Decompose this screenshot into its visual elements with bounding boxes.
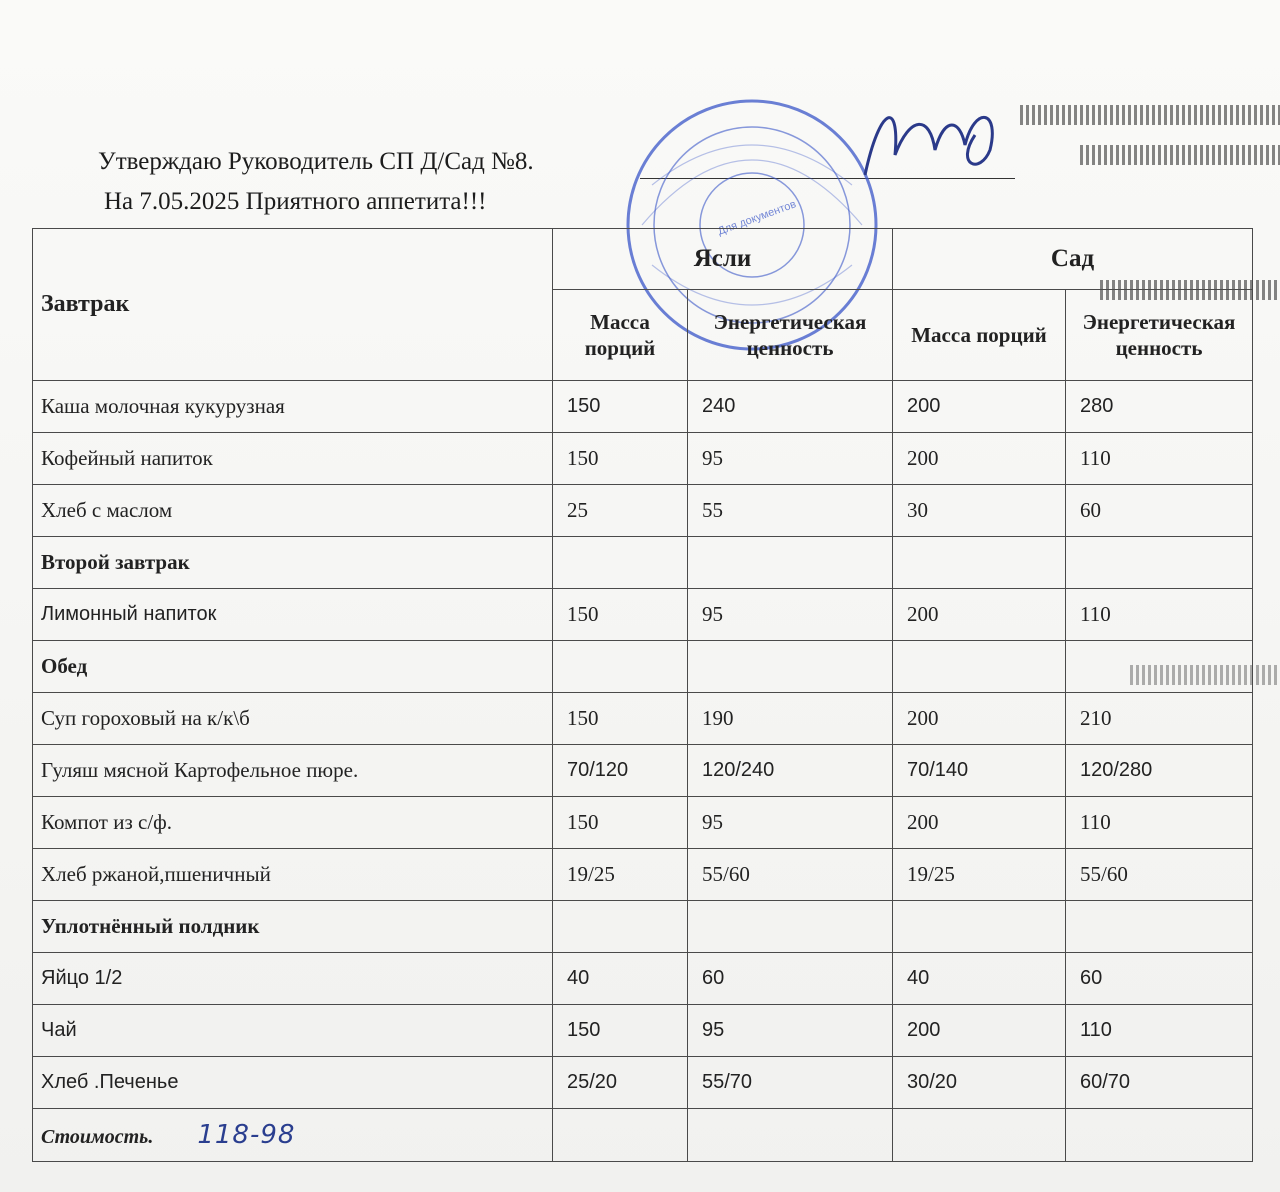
yasli-energy: 95 [688,1005,893,1057]
table-row [33,589,1253,641]
sad-energy: 60/70 [1066,1057,1253,1109]
menu-table [32,228,1253,1162]
date-line: На 7.05.2025 Приятного аппетита!!! [104,188,487,215]
cost-label: Стоимость. [41,1126,154,1148]
table-row [33,745,1253,797]
table-row [33,485,1253,537]
yasli-mass-header: Масса порций [553,290,688,381]
sad-mass: 19/25 [893,849,1066,901]
yasli-mass: 150 [553,381,688,433]
dish-name: Гуляш мясной Картофельное пюре. [33,745,553,797]
yasli-mass: 19/25 [553,849,688,901]
sad-energy: 60 [1066,485,1253,537]
dish-name: Кофейный напиток [33,433,553,485]
sad-mass: 70/140 [893,745,1066,797]
section-row [33,537,1253,589]
yasli-mass: 150 [553,433,688,485]
section-title: Обед [33,641,553,693]
yasli-energy: 95 [688,797,893,849]
scan-noise [1020,105,1280,125]
section-row [33,641,1253,693]
yasli-mass: 150 [553,797,688,849]
section-row [33,901,1253,953]
sad-energy: 110 [1066,589,1253,641]
yasli-energy: 55 [688,485,893,537]
sad-energy: 60 [1066,953,1253,1005]
table-row [33,693,1253,745]
table-row [33,849,1253,901]
yasli-energy: 190 [688,693,893,745]
sad-energy: 280 [1066,381,1253,433]
sad-mass: 30 [893,485,1066,537]
sad-mass: 200 [893,797,1066,849]
dish-name: Хлеб .Печенье [33,1057,553,1109]
yasli-energy: 120/240 [688,745,893,797]
cost-row [33,1109,1253,1162]
dish-name: Суп гороховый на к/к\б [33,693,553,745]
dish-name: Лимонный напиток [33,589,553,641]
table-row [33,1057,1253,1109]
sad-mass: 40 [893,953,1066,1005]
table-row [33,1005,1253,1057]
scan-noise [1080,145,1280,165]
section-title: Уплотнённый полдник [33,901,553,953]
stamp-text: Для документов [716,198,798,238]
dish-name: Хлеб с маслом [33,485,553,537]
yasli-energy-header: Энергетическая ценность [688,290,893,381]
yasli-energy: 240 [688,381,893,433]
sad-header: Сад [893,229,1253,290]
yasli-header: Ясли [553,229,893,290]
yasli-mass: 150 [553,1005,688,1057]
table-row [33,953,1253,1005]
sad-mass: 200 [893,589,1066,641]
yasli-mass: 150 [553,589,688,641]
sad-energy: 55/60 [1066,849,1253,901]
table-row [33,797,1253,849]
yasli-energy: 95 [688,589,893,641]
sad-energy: 110 [1066,433,1253,485]
sad-mass: 200 [893,693,1066,745]
sad-mass: 200 [893,381,1066,433]
section-title: Второй завтрак [33,537,553,589]
approval-line: Утверждаю Руководитель СП Д/Сад №8. [98,148,534,175]
dish-name: Яйцо 1/2 [33,953,553,1005]
sad-mass-header: Масса порций [893,290,1066,381]
breakfast-header: Завтрак [33,229,553,381]
sad-energy: 110 [1066,1005,1253,1057]
yasli-mass: 25 [553,485,688,537]
yasli-mass: 70/120 [553,745,688,797]
yasli-energy: 60 [688,953,893,1005]
cost-value: 118-98 [197,1120,296,1150]
sad-energy-header: Энергетическая ценность [1066,290,1253,381]
sad-mass: 200 [893,1005,1066,1057]
yasli-mass: 25/20 [553,1057,688,1109]
yasli-mass: 40 [553,953,688,1005]
table-row [33,433,1253,485]
signature-scribble [860,95,1010,195]
sad-energy: 120/280 [1066,745,1253,797]
yasli-energy: 55/60 [688,849,893,901]
dish-name: Каша молочная кукурузная [33,381,553,433]
yasli-energy: 55/70 [688,1057,893,1109]
dish-name: Хлеб ржаной,пшеничный [33,849,553,901]
sad-energy: 110 [1066,797,1253,849]
sad-mass: 200 [893,433,1066,485]
dish-name: Чай [33,1005,553,1057]
sad-mass: 30/20 [893,1057,1066,1109]
yasli-energy: 95 [688,433,893,485]
table-row [33,381,1253,433]
yasli-mass: 150 [553,693,688,745]
dish-name: Компот из с/ф. [33,797,553,849]
sad-energy: 210 [1066,693,1253,745]
